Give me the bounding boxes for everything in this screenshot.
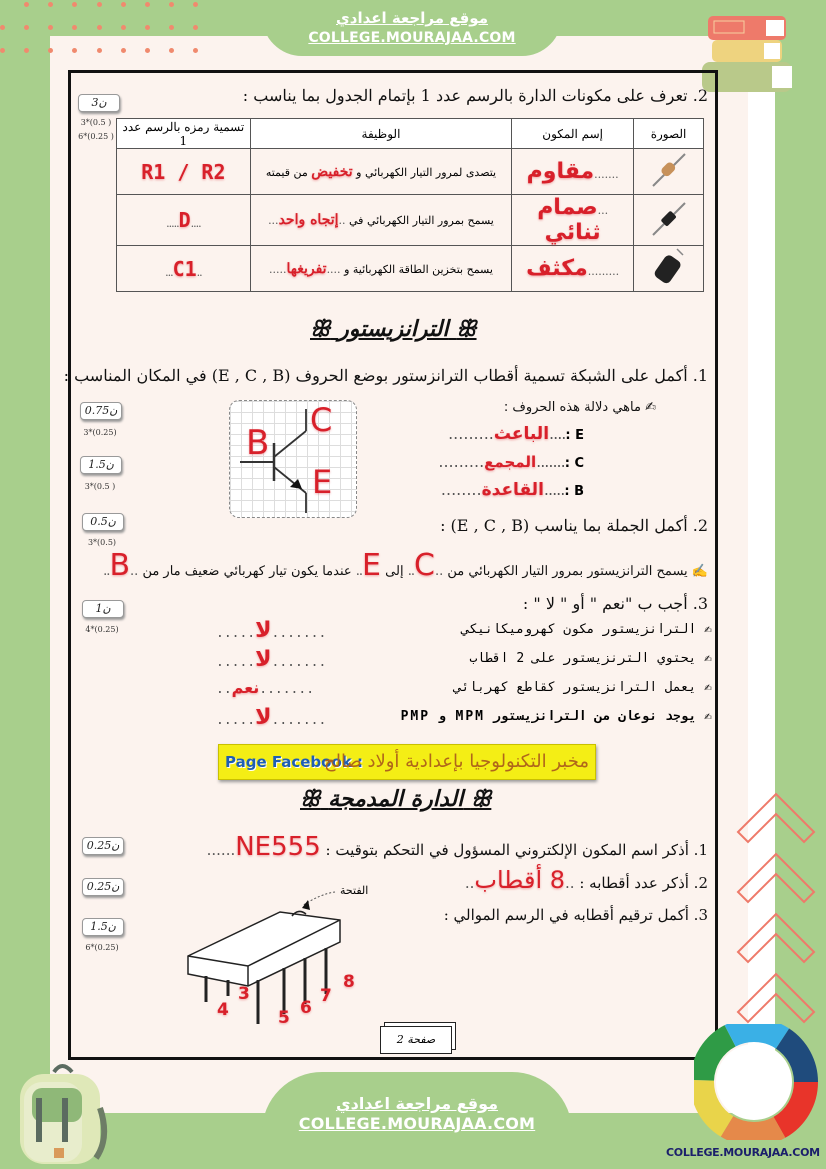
table-row: ...صمام ثنائي يسمح بمرور التيار الكهربائي في ..إتجاه واحد... ....D..... [117,195,704,246]
function-text: يسمح بمرور التيار الكهربائي في [349,214,494,227]
pin-number: 8 [343,972,355,992]
pencil-icon: ✍ [696,680,712,695]
answer-from: C [413,548,435,583]
ornament-icon: ꕥ [300,786,329,812]
label-base: B [246,423,270,463]
list-item: ✍ يحتوي الترنزيستور على 2 اقطاب .......لا..... [216,647,712,672]
decorative-dots [0,0,200,52]
pin-number: 4 [217,1000,229,1020]
question-components: 2. تعرف على مكونات الدارة بالرسم عدد 1 بإتمام الجدول بما يناسب : [242,86,708,105]
answer-symbol: D [178,208,191,232]
section-title-ic: ꕥ الدارة المدمجة ꕥ [300,786,492,812]
diode-icon [649,199,689,239]
page-number: صفحة 2 [380,1026,452,1054]
section-title-transistor: ꕥ الترانزيستور ꕥ [310,316,477,342]
yes-no-list [216,618,712,738]
score-detail: 6*(0.25 ) [78,132,114,141]
site-logo-ring-icon [694,1024,818,1140]
function-text: من قيمته [265,165,308,179]
backpack-icon [14,1058,114,1168]
diode-image [634,195,704,246]
pin-number: 5 [278,1008,290,1028]
list-item: ✍ يوجد نوعان من الترانزيستور MPM و PMP .......لا..... [216,705,712,730]
header-function: الوظيفة [250,119,511,149]
pencil-icon: ✍ [696,651,712,666]
facebook-label: Page Facebook : [225,753,363,771]
list-item: ✍ يعمل الترانزيستور كقاطع كهربائي .......نعم.. [216,678,712,697]
answer-through: B [109,548,131,583]
site-logo-text[interactable]: COLLEGE.MOURAJAA.COM [666,1146,820,1159]
capacitor-icon [649,247,689,287]
label-collector: C [310,401,333,439]
label-emitter: E [312,463,333,501]
score-detail: 3*(0.5 ) [80,118,112,127]
answer-meaning: المجمع [484,453,537,471]
header-image: الصورة [634,119,704,149]
meanings-list [436,424,584,508]
question-transistor-3: 3. أجب ب "نعم " أو " لا " : [522,594,708,613]
function-text: يسمح بتخزين الطاقة الكهربائية و [344,262,493,276]
answer-function: إتجاه واحد [278,212,339,228]
table-row: .......مقاوم يتصدى لمرور التيار الكهربائي و تخفيض من قيمته R1 / R2 [117,149,704,195]
header-symbol: تسمية رمزه بالرسم عدد 1 [117,119,251,149]
site-title-ar: موقع مراجعة اعدادي [335,1094,499,1113]
score-badge: 0.5ن [82,513,124,531]
resistor-icon [649,150,689,190]
answer-to: E [362,548,382,583]
score-detail: 3*(0.5 ) [84,482,116,491]
score-detail: 6*(0.25) [85,943,119,952]
pin-number: 7 [320,986,332,1006]
meaning-row: B :.....القاعدة........ [440,480,584,500]
meaning-row: C :.......المجمع......... [438,452,584,471]
pin-number: 6 [300,998,312,1018]
answer-yes-no: لا [255,705,272,730]
pencil-icon: ✍ [687,564,708,579]
transistor-diagram [229,400,357,518]
answer-yes-no: لا [255,647,272,672]
answer-name: مقاوم [526,159,595,184]
answer-name: صمام ثنائي [537,195,601,245]
pencil-icon: ✍ [696,709,712,724]
ic-chip-diagram [180,884,380,1034]
background-left [0,36,50,1116]
score-badge: 1.5ن [80,456,122,474]
answer-symbol: C1 [172,256,197,281]
site-banner-top[interactable] [262,0,562,56]
score-detail: 3*(0.5) [87,538,117,547]
answer-function: تخفيض [311,163,353,180]
answer-yes-no: لا [255,618,272,643]
pin-number: 3 [238,984,250,1004]
answer-meaning: القاعدة [481,480,544,500]
question-ic-2: 2. أذكر عدد أقطابه : ..8 أقطاب.. [464,866,708,894]
site-url[interactable]: COLLEGE.MOURAJAA.COM [298,1114,536,1133]
chevron-up-icon [736,792,816,852]
score-badge: 0.75ن [80,402,122,420]
answer-yes-no: نعم [231,678,260,697]
resistor-image [634,149,704,195]
capacitor-image [634,246,704,292]
answer-symbol: R1 / R2 [141,159,226,184]
notch-label: الفتحة [340,884,369,897]
question-ic-3: 3. أكمل ترقيم أقطابه في الرسم الموالي : [443,906,708,924]
ornament-icon: ꕥ [310,316,339,342]
answer-name: مكثف [526,256,588,281]
score-detail: 3*(0.25) [83,428,117,437]
question-transistor-2: 2. أكمل الجملة بما يناسب (E , C , B) : [440,516,708,535]
site-banner-bottom[interactable] [262,1072,572,1169]
score-detail: 4*(0.25) [85,625,119,634]
site-title-ar: موقع مراجعة اعدادي [336,9,488,27]
score-badge: 0.25ن [82,878,124,896]
answer-pin-count: 8 أقطاب [474,866,566,894]
score-badge: 1.5ن [82,918,124,936]
header-name: إسم المكون [512,119,634,149]
pencil-icon: ✍ [696,622,712,637]
meaning-row: E :....الباعث......... [448,424,584,444]
score-badge: 1ن [82,600,124,618]
sentence-transistor: ✍ يسمح الترانزيستور بمرور التيار الكهربائي من ..C.. إلى E.. عندما يكون تيار كهربائي ضعيف مار من ..B.. [103,548,708,583]
ornament-icon: ꕥ [448,316,477,342]
answer-meaning: الباعث [493,424,550,444]
meaning-prompt: ✍ ماهي دلالة هذه الحروف : [503,400,656,415]
facebook-page-name: مخبر التكنولوجيا بإعدادية أولاد صالح [323,751,589,772]
question-ic-1: 1. أذكر اسم المكون الإلكتروني المسؤول في التحكم بتوقيت : NE555...... [206,832,708,862]
table-row: .........مكثف يسمح بتخزين الطاقة الكهربائية و ....تفريغها..... ..C1... [117,246,704,292]
answer-ic-name: NE555 [235,832,321,862]
chevron-up-icon [736,912,816,972]
chevron-up-icon [736,852,816,912]
facebook-banner[interactable] [218,744,596,780]
function-text: يتصدى لمرور التيار الكهربائي و [356,165,497,179]
pencil-icon: ✍ [640,400,656,415]
ornament-icon: ꕥ [463,786,492,812]
score-badge: 0.25ن [82,837,124,855]
list-item: ✍ الترانزيستور مكون كهروميكانيكي .......لا..... [216,618,712,643]
chevron-up-icon [736,972,816,1032]
question-transistor-1: 1. أكمل على الشبكة تسمية أقطاب الترانزستور بوضع الحروف (E , C , B) في المكان المناسب : [63,366,708,385]
components-table [116,118,704,292]
site-url[interactable]: COLLEGE.MOURAJAA.COM [308,30,516,46]
answer-function: تفريغها [286,260,327,277]
score-badge: 3ن [78,94,120,112]
